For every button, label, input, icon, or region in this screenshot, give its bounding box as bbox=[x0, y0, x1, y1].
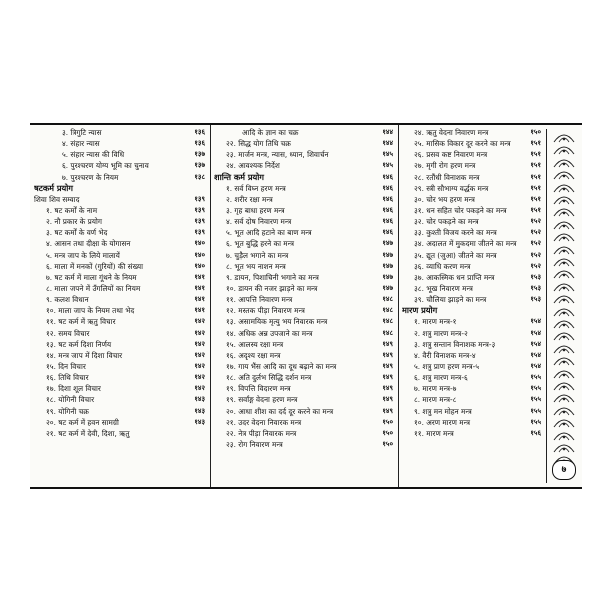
entry-page-number: १५३ bbox=[530, 283, 541, 292]
contents-entry bbox=[32, 350, 208, 361]
contents-entry bbox=[212, 406, 396, 417]
contents-entry bbox=[212, 250, 396, 261]
contents-entry bbox=[32, 394, 208, 405]
entry-page-number: १३९ bbox=[194, 228, 205, 237]
contents-entry bbox=[32, 160, 208, 171]
border-ornament-icon bbox=[553, 156, 575, 168]
entry-title: ९. शत्रु मन मोहन मन्त्र bbox=[414, 406, 472, 416]
entry-title: १२. समय विचार bbox=[46, 328, 90, 338]
entry-title: २१. षट कर्म में देवी, दिशा, ऋतु bbox=[46, 428, 130, 438]
section-heading bbox=[400, 305, 544, 316]
entry-page-number: १५१ bbox=[530, 150, 541, 159]
contents-entry bbox=[32, 428, 208, 439]
border-ornament-icon bbox=[553, 429, 575, 441]
entry-title: २५. मासिक विकार दूर करने का मन्त्र bbox=[414, 139, 511, 149]
entry-page-number: १४२ bbox=[194, 317, 205, 326]
border-ornament-icon bbox=[553, 305, 575, 317]
contents-entry bbox=[400, 361, 544, 372]
entry-title: २४. आवश्यक निर्देश bbox=[226, 161, 280, 171]
contents-entry bbox=[212, 394, 396, 405]
border-ornament-icon bbox=[553, 379, 575, 391]
contents-entry bbox=[32, 194, 208, 205]
contents-entry bbox=[212, 183, 396, 194]
border-ornament-icon bbox=[553, 367, 575, 379]
entry-title: ८. भूत भय नाशन मन्त्र bbox=[226, 261, 286, 271]
entry-page-number: १४० bbox=[194, 239, 205, 248]
border-ornament-icon bbox=[553, 292, 575, 304]
border-ornament-icon bbox=[553, 391, 575, 403]
contents-entry bbox=[212, 428, 396, 439]
contents-entry bbox=[32, 261, 208, 272]
entry-title: २८. रतौंधी विनाशक मन्त्र bbox=[414, 172, 480, 182]
contents-entry bbox=[212, 272, 396, 283]
border-ornament-icon bbox=[553, 193, 575, 205]
entry-title: ४. आसन तथा दीक्षा के योगासन bbox=[46, 239, 131, 249]
contents-entry bbox=[212, 383, 396, 394]
entry-title: १५. दिन विचार bbox=[46, 361, 86, 371]
entry-page-number: १३६ bbox=[194, 128, 205, 136]
entry-page-number: १५० bbox=[382, 417, 393, 426]
entry-title: २६. प्रसव कष्ट निवारण मन्त्र bbox=[414, 150, 488, 160]
entry-title: ३०. चोर भय हरण मन्त्र bbox=[414, 194, 475, 204]
contents-entry bbox=[400, 328, 544, 339]
contents-entry bbox=[212, 160, 396, 171]
contents-entry bbox=[32, 372, 208, 383]
entry-page-number: १४२ bbox=[194, 350, 205, 359]
entry-page-number: १४७ bbox=[382, 261, 393, 270]
entry-page-number: १४१ bbox=[194, 306, 205, 315]
entry-page-number: १५२ bbox=[530, 228, 541, 237]
entry-page-number: १५१ bbox=[530, 172, 541, 181]
entry-title: ६. पुरश्चरण योग्य भूमि का चुनाव bbox=[62, 161, 149, 171]
entry-title: ७. चुड़ैल भगाने का मन्त्र bbox=[226, 250, 289, 260]
entry-title: २२. नेत्र पीड़ा निवारक मन्त्र bbox=[226, 428, 297, 438]
contents-entry bbox=[400, 238, 544, 249]
entry-page-number: १५१ bbox=[530, 139, 541, 148]
entry-title: १२. मस्तक पीड़ा निवारण मन्त्र bbox=[226, 306, 305, 316]
contents-entry bbox=[212, 328, 396, 339]
contents-entry bbox=[212, 339, 396, 350]
entry-title: २०. आधा शीश का दर्द दूर करने का मन्त्र bbox=[226, 406, 334, 416]
entry-title: ९. डायन, पिशाचिनी भगाने का मन्त्र bbox=[226, 272, 319, 282]
entry-title: ७. पुरश्चरण के नियम bbox=[62, 172, 119, 182]
entry-page-number: १४१ bbox=[194, 272, 205, 281]
entry-title: १५. आलस्य रक्षा मन्त्र bbox=[226, 339, 284, 349]
contents-entry bbox=[32, 294, 208, 305]
contents-entry bbox=[400, 172, 544, 183]
contents-entry bbox=[400, 138, 544, 149]
contents-column-3 bbox=[400, 127, 544, 483]
entry-page-number: १४२ bbox=[194, 384, 205, 393]
entry-title: १. षट कर्मों के नाम bbox=[46, 205, 98, 215]
entry-title: १४. मन्त्र जाप में दिशा विचार bbox=[46, 350, 123, 360]
entry-page-number: १५२ bbox=[530, 250, 541, 259]
contents-entry bbox=[400, 127, 544, 138]
entry-page-number: १५० bbox=[382, 428, 393, 437]
contents-entry bbox=[212, 227, 396, 238]
contents-column-2 bbox=[212, 127, 396, 483]
contents-entry bbox=[400, 406, 544, 417]
entry-title: १०. माला जाप के नियम तथा भेद bbox=[46, 306, 135, 316]
entry-page-number: १५६ bbox=[530, 428, 541, 437]
entry-title: ३५. द्यूत (जुआ) जीतने का मन्त्र bbox=[414, 250, 497, 260]
entry-page-number: १५२ bbox=[530, 261, 541, 270]
entry-title: १४. अधिक अन्न उपजाने का मन्त्र bbox=[226, 328, 313, 338]
contents-entry bbox=[400, 294, 544, 305]
entry-page-number: १४८ bbox=[382, 317, 393, 326]
entry-page-number: १४९ bbox=[382, 350, 393, 359]
section-heading bbox=[212, 172, 396, 183]
entry-page-number: १४० bbox=[194, 261, 205, 270]
entry-title: ३. त्रिगुटि न्यास bbox=[62, 128, 102, 137]
contents-entry bbox=[32, 339, 208, 350]
entry-page-number: १५३ bbox=[530, 272, 541, 281]
entry-page-number: १५१ bbox=[530, 205, 541, 214]
border-ornament-icon bbox=[553, 181, 575, 193]
border-ornament-icon bbox=[553, 342, 575, 354]
entry-title: १३. षट कर्म दिशा निर्णय bbox=[46, 339, 112, 349]
entry-title: १. मारण मन्त्र-१ bbox=[414, 317, 457, 327]
contents-column-1 bbox=[32, 127, 208, 483]
column-divider bbox=[398, 125, 399, 487]
entry-title: ५. संहार न्यास की विधि bbox=[62, 150, 125, 160]
contents-entry bbox=[400, 428, 544, 439]
contents-entry bbox=[400, 417, 544, 428]
entry-title: २१. उदर वेदना निवारक मन्त्र bbox=[226, 417, 302, 427]
contents-entry bbox=[212, 127, 396, 138]
entry-page-number: १४६ bbox=[382, 172, 393, 181]
entry-page-number: १४९ bbox=[382, 361, 393, 370]
contents-entry bbox=[400, 272, 544, 283]
border-ornament-icon bbox=[553, 329, 575, 341]
entry-title: १०. अरण मारण मन्त्र bbox=[414, 417, 470, 427]
contents-entry bbox=[400, 194, 544, 205]
entry-page-number: १४६ bbox=[382, 194, 393, 203]
contents-entry bbox=[32, 283, 208, 294]
entry-title: ६. शत्रु मारण मन्त्र-६ bbox=[414, 373, 468, 383]
contents-entry bbox=[32, 272, 208, 283]
border-ornament-icon bbox=[553, 143, 575, 155]
contents-entry bbox=[212, 261, 396, 272]
entry-page-number: १५१ bbox=[530, 183, 541, 192]
border-ornament-icon bbox=[553, 255, 575, 267]
entry-title: १९. योगिनी चक्र bbox=[46, 406, 89, 416]
border-ornament-icon bbox=[553, 205, 575, 217]
entry-title: ६. भूत बुद्धि हरने का मन्त्र bbox=[226, 239, 295, 249]
entry-title: ३. षट कर्मों के वर्ण भेद bbox=[46, 228, 108, 238]
contents-entry bbox=[32, 149, 208, 160]
border-ornament-icon bbox=[553, 280, 575, 292]
entry-title: ३३. कुश्ती विजय करने का मन्त्र bbox=[414, 228, 497, 238]
entry-title: ३७. आकस्मिक धन प्राप्ति मन्त्र bbox=[414, 272, 495, 282]
contents-entry bbox=[400, 205, 544, 216]
contents-entry bbox=[32, 238, 208, 249]
contents-entry bbox=[32, 361, 208, 372]
entry-page-number: १४१ bbox=[194, 283, 205, 292]
entry-title: १६. अदृश्य रक्षा मन्त्र bbox=[226, 350, 281, 360]
contents-entry bbox=[400, 394, 544, 405]
entry-title: १. सर्व विघ्न हरण मन्त्र bbox=[226, 183, 286, 193]
contents-entry bbox=[400, 383, 544, 394]
column-divider bbox=[210, 125, 211, 487]
entry-page-number: १३७ bbox=[194, 161, 205, 170]
entry-title: २३. रोग निवारण मन्त्र bbox=[226, 439, 283, 449]
entry-title: मारण प्रयोग bbox=[402, 305, 438, 316]
entry-title: ३१. धन सहित चोर पकड़ने का मन्त्र bbox=[414, 205, 507, 215]
entry-title: ५. मन्त्र जाप के लिये मालायें bbox=[46, 250, 120, 260]
entry-title: १३. असामयिक मृत्यु भय निवारक मन्त्र bbox=[226, 317, 328, 327]
entry-title: २७. मृगी रोग हरण मन्त्र bbox=[414, 161, 476, 171]
entry-title: ३९. चौलिया झाड़ने का मन्त्र bbox=[414, 295, 487, 305]
contents-entry bbox=[32, 205, 208, 216]
entry-title: ३२. चोर पकड़ने का मन्त्र bbox=[414, 217, 479, 227]
entry-page-number: १५१ bbox=[530, 194, 541, 203]
entry-title: ४. वैरी विनाशक मन्त्र-४ bbox=[414, 350, 476, 360]
contents-entry bbox=[32, 227, 208, 238]
border-ornament-icon bbox=[553, 317, 575, 329]
entry-title: ३८. भूख निवारण मन्त्र bbox=[414, 283, 473, 293]
entry-page-number: १४९ bbox=[382, 373, 393, 382]
contents-entry bbox=[400, 160, 544, 171]
border-ornament-icon bbox=[553, 131, 575, 143]
entry-page-number: १४२ bbox=[194, 361, 205, 370]
entry-title: ७. षट कर्म में माला गूंथने के नियम bbox=[46, 272, 137, 282]
entry-title: २. शत्रु मारण मन्त्र-२ bbox=[414, 328, 468, 338]
entry-title: २०. षट कर्म में हवन सामग्री bbox=[46, 417, 119, 427]
entry-title: ११. मारण मन्त्र bbox=[414, 428, 454, 438]
entry-page-number: १३९ bbox=[194, 217, 205, 226]
ornamental-border bbox=[546, 129, 581, 483]
entry-title: २९. स्त्री सौभाग्य वर्द्धक मन्त्र bbox=[414, 183, 489, 193]
contents-entry bbox=[32, 138, 208, 149]
contents-entry bbox=[32, 127, 208, 138]
contents-entry bbox=[212, 149, 396, 160]
entry-title: ३. शत्रु सन्तान विनाशक मन्त्र-३ bbox=[414, 339, 496, 349]
contents-entry bbox=[400, 250, 544, 261]
contents-entry bbox=[212, 316, 396, 327]
entry-page-number: १५२ bbox=[530, 217, 541, 226]
contents-entry bbox=[212, 372, 396, 383]
entry-page-number: १५५ bbox=[530, 384, 541, 393]
entry-title: १०. डायन की नजर झाड़ने का मन्त्र bbox=[226, 283, 318, 293]
entry-page-number: १४९ bbox=[382, 384, 393, 393]
entry-title: २. शरीर रक्षा मन्त्र bbox=[226, 194, 273, 204]
entry-page-number: १४४ bbox=[382, 139, 393, 148]
contents-entry bbox=[212, 361, 396, 372]
entry-page-number: १४७ bbox=[382, 272, 393, 281]
entry-page-number: १५५ bbox=[530, 406, 541, 415]
entry-title: १७. दिशा शूल विचार bbox=[46, 384, 101, 394]
contents-entry bbox=[212, 205, 396, 216]
entry-title: ९. कलश विधान bbox=[46, 295, 89, 305]
entry-page-number: १४३ bbox=[194, 406, 205, 415]
contents-entry bbox=[212, 283, 396, 294]
entry-page-number: १४० bbox=[194, 250, 205, 259]
entry-title: ६. माला में मनकों (गुरियों) की संख्या bbox=[46, 261, 144, 271]
contents-entry bbox=[32, 383, 208, 394]
entry-page-number: १४८ bbox=[382, 328, 393, 337]
entry-page-number: १४७ bbox=[382, 250, 393, 259]
entry-title: २२. सिद्ध योग तिथि चक्र bbox=[226, 139, 291, 149]
entry-title: ८. मारण मन्त्र-८ bbox=[414, 395, 457, 405]
contents-entry bbox=[212, 238, 396, 249]
contents-entry bbox=[32, 216, 208, 227]
entry-page-number: १५० bbox=[382, 439, 393, 448]
entry-page-number: १४२ bbox=[194, 339, 205, 348]
border-ornament-icon bbox=[553, 441, 575, 453]
entry-page-number: १५१ bbox=[530, 161, 541, 170]
contents-entry bbox=[400, 350, 544, 361]
border-ornament-icon bbox=[553, 416, 575, 428]
entry-title: ३४. अदालत में मुकदमा जीतने का मन्त्र bbox=[414, 239, 517, 249]
border-ornament-icon bbox=[553, 243, 575, 255]
contents-entry bbox=[400, 339, 544, 350]
entry-title: २. नौ प्रकार के प्रयोग bbox=[46, 217, 102, 227]
entry-page-number: १४३ bbox=[194, 395, 205, 404]
entry-page-number: १५४ bbox=[530, 339, 541, 348]
entry-page-number: १३९ bbox=[194, 205, 205, 214]
border-ornament-icon bbox=[553, 404, 575, 416]
border-ornament-icon bbox=[553, 267, 575, 279]
entry-title: ४. संहार न्यास bbox=[62, 139, 100, 149]
entry-title: २३. मार्जन मन्त्र, न्यास, ध्यान, शिवार्चन bbox=[226, 150, 329, 160]
entry-page-number: १४९ bbox=[382, 395, 393, 404]
entry-page-number: १४२ bbox=[194, 328, 205, 337]
entry-page-number: १५४ bbox=[530, 361, 541, 370]
entry-page-number: १३७ bbox=[194, 150, 205, 159]
contents-entry bbox=[400, 372, 544, 383]
entry-page-number: १३८ bbox=[194, 172, 205, 181]
entry-title: २४. ऋतु वेदना निवारण मन्त्र bbox=[414, 128, 489, 137]
contents-entry bbox=[212, 417, 396, 428]
entry-page-number: १४९ bbox=[382, 406, 393, 415]
contents-entry bbox=[400, 216, 544, 227]
entry-title: ३. गृह बाधा हरण मन्त्र bbox=[226, 205, 285, 215]
contents-entry bbox=[32, 316, 208, 327]
contents-entry bbox=[212, 216, 396, 227]
entry-page-number: १४७ bbox=[382, 239, 393, 248]
entry-page-number: १५४ bbox=[530, 350, 541, 359]
entry-title: १६. तिथि विचार bbox=[46, 373, 89, 383]
entry-page-number: १४५ bbox=[382, 150, 393, 159]
entry-title: ५. भूत आदि हटाने का बाण मन्त्र bbox=[226, 228, 312, 238]
entry-title: ४. सर्व दोष निवारण मन्त्र bbox=[226, 217, 292, 227]
entry-page-number: १५५ bbox=[530, 417, 541, 426]
entry-page-number: १४१ bbox=[194, 295, 205, 304]
contents-entry bbox=[400, 261, 544, 272]
entry-page-number: १५० bbox=[530, 128, 541, 136]
contents-entry bbox=[32, 328, 208, 339]
border-ornament-icon bbox=[553, 218, 575, 230]
entry-title: ११. षट कर्म में ऋतु विचार bbox=[46, 317, 116, 327]
entry-page-number: १४५ bbox=[382, 161, 393, 170]
entry-title: १८. अति दुर्लभ सिद्धि दर्शन मन्त्र bbox=[226, 373, 312, 383]
entry-page-number: १३९ bbox=[194, 194, 205, 203]
entry-page-number: १४६ bbox=[382, 217, 393, 226]
entry-title: १७. गाय भैंस आदि का दूध बढ़ाने का मन्त्र bbox=[226, 361, 337, 371]
contents-entry bbox=[212, 138, 396, 149]
entry-page-number: १४२ bbox=[194, 373, 205, 382]
contents-entry bbox=[400, 227, 544, 238]
contents-entry bbox=[400, 316, 544, 327]
entry-page-number: १३६ bbox=[194, 139, 205, 148]
contents-entry bbox=[212, 294, 396, 305]
border-ornament-icon bbox=[553, 230, 575, 242]
entry-page-number: १५५ bbox=[530, 373, 541, 382]
contents-entry bbox=[212, 194, 396, 205]
entry-page-number: १४६ bbox=[382, 228, 393, 237]
entry-title: ११. आपत्ति निवारण मन्त्र bbox=[226, 295, 293, 305]
entry-page-number: १४६ bbox=[382, 205, 393, 214]
entry-title: १८. योगिनी विचार bbox=[46, 395, 95, 405]
section-heading bbox=[32, 183, 208, 194]
entry-title: ५. शत्रु प्राण हरण मन्त्र-५ bbox=[414, 361, 480, 371]
page-number: ७ bbox=[552, 460, 576, 480]
entry-title: ३६. व्याधि करण मन्त्र bbox=[414, 261, 471, 271]
contents-entry bbox=[32, 172, 208, 183]
entry-page-number: १४७ bbox=[382, 283, 393, 292]
contents-entry bbox=[212, 439, 396, 450]
contents-entry bbox=[32, 250, 208, 261]
entry-title: शिवा शिव सम्वाद bbox=[34, 194, 80, 204]
border-ornament-icon bbox=[553, 168, 575, 180]
contents-entry bbox=[32, 406, 208, 417]
entry-page-number: १५४ bbox=[530, 317, 541, 326]
contents-entry bbox=[32, 417, 208, 428]
entry-page-number: १४३ bbox=[194, 417, 205, 426]
entry-page-number: १५४ bbox=[530, 328, 541, 337]
entry-page-number: १४४ bbox=[382, 128, 393, 136]
entry-page-number: १४८ bbox=[382, 306, 393, 315]
entry-page-number: १५३ bbox=[530, 295, 541, 304]
contents-entry bbox=[400, 149, 544, 160]
contents-entry bbox=[400, 183, 544, 194]
contents-page bbox=[30, 123, 582, 489]
entry-page-number: १५२ bbox=[530, 239, 541, 248]
entry-page-number: १४८ bbox=[382, 295, 393, 304]
entry-title: १९. सर्वांङ्ग वेदना हरण मन्त्र bbox=[226, 395, 298, 405]
contents-entry bbox=[212, 350, 396, 361]
contents-entry bbox=[400, 283, 544, 294]
entry-title: ८. माला जपने में उँगलियों का नियम bbox=[46, 283, 141, 293]
border-ornament-icon bbox=[553, 354, 575, 366]
entry-title: ७. मारण मन्त्र-७ bbox=[414, 384, 457, 394]
entry-page-number: १५५ bbox=[530, 395, 541, 404]
entry-title: आदि के ज्ञान का चक्र bbox=[242, 128, 299, 137]
contents-entry bbox=[212, 305, 396, 316]
entry-title: १९. विपत्ति विदारण मन्त्र bbox=[226, 384, 291, 394]
entry-page-number: १४६ bbox=[382, 183, 393, 192]
entry-page-number: १४९ bbox=[382, 339, 393, 348]
entry-title: षटकर्म प्रयोग bbox=[34, 182, 74, 193]
entry-title: शान्ति कर्म प्रयोग bbox=[214, 171, 265, 182]
contents-entry bbox=[32, 305, 208, 316]
